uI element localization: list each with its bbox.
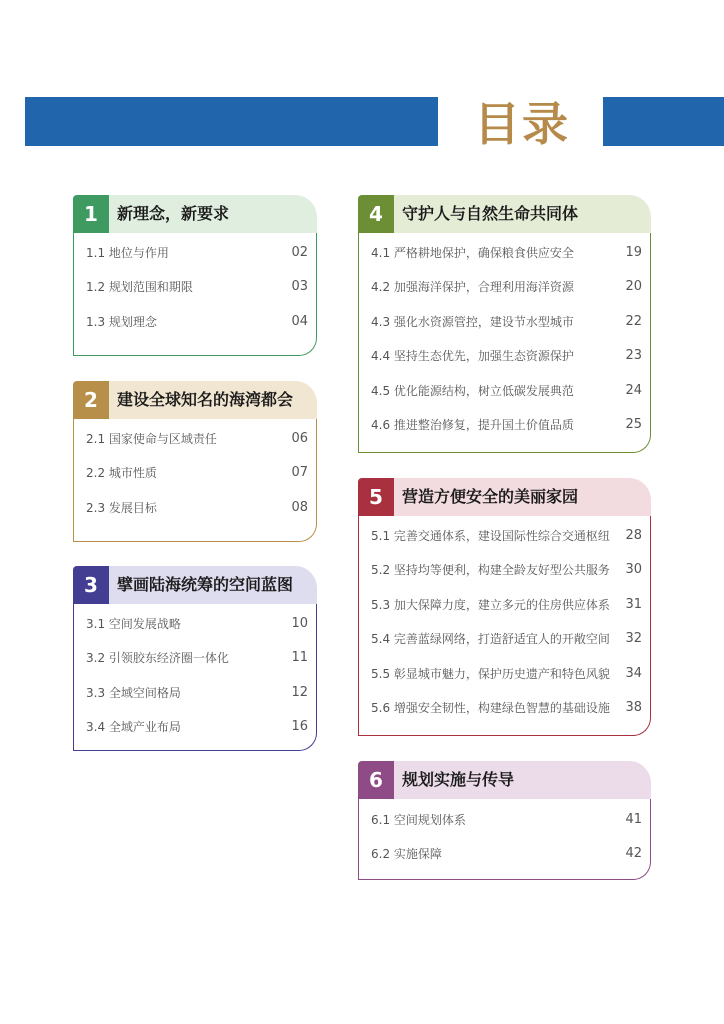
section-1 bbox=[73, 195, 317, 356]
toc-entry-label: 3.2 引领胶东经济圈一体化 bbox=[86, 651, 229, 666]
toc-entry-label: 3.4 全域产业布局 bbox=[86, 720, 181, 735]
section-body bbox=[73, 233, 317, 356]
toc-entry-page: 12 bbox=[291, 684, 308, 700]
toc-entry-label: 1.2 规划范围和期限 bbox=[86, 280, 193, 295]
section-3 bbox=[73, 566, 317, 751]
toc-entry-page: 06 bbox=[291, 430, 308, 446]
section-body bbox=[358, 799, 651, 880]
section-header[interactable] bbox=[358, 761, 651, 799]
toc-entry[interactable] bbox=[371, 802, 642, 837]
section-header[interactable] bbox=[358, 478, 651, 516]
section-title: 新理念，新要求 bbox=[117, 204, 230, 223]
section-number: 2 bbox=[73, 381, 109, 419]
section-number: 4 bbox=[358, 195, 394, 233]
header-band-right bbox=[603, 97, 724, 146]
toc-entry-label: 6.1 空间规划体系 bbox=[371, 812, 466, 827]
header-band-left bbox=[25, 97, 438, 146]
toc-entry-label: 5.3 加大保障力度，建立多元的住房供应体系 bbox=[371, 597, 610, 612]
toc-entry-label: 4.3 强化水资源管控，建设节水型城市 bbox=[371, 314, 574, 329]
toc-entry[interactable] bbox=[371, 622, 642, 657]
section-5 bbox=[358, 478, 651, 736]
toc-entry[interactable] bbox=[371, 373, 642, 408]
section-body bbox=[358, 233, 651, 453]
section-number: 1 bbox=[73, 195, 109, 233]
toc-entry[interactable] bbox=[86, 710, 308, 745]
toc-entry[interactable] bbox=[86, 675, 308, 710]
toc-entry-label: 4.2 加强海洋保护，合理利用海洋资源 bbox=[371, 280, 574, 295]
toc-entry[interactable] bbox=[371, 270, 642, 305]
toc-entry[interactable] bbox=[86, 490, 308, 525]
toc-entry-page: 42 bbox=[625, 846, 642, 862]
toc-entry-label: 2.1 国家使命与区域责任 bbox=[86, 431, 217, 446]
toc-entry-label: 6.2 实施保障 bbox=[371, 847, 442, 862]
section-header[interactable] bbox=[73, 566, 317, 604]
section-header[interactable] bbox=[73, 195, 317, 233]
toc-entry[interactable] bbox=[371, 304, 642, 339]
section-number: 5 bbox=[358, 478, 394, 516]
toc-entry-page: 07 bbox=[291, 465, 308, 481]
section-body bbox=[73, 604, 317, 751]
toc-entry-page: 16 bbox=[291, 719, 308, 735]
toc-entry[interactable] bbox=[86, 606, 308, 641]
toc-entry-page: 22 bbox=[625, 313, 642, 329]
toc-entry-page: 24 bbox=[625, 382, 642, 398]
page-title: 目录 bbox=[474, 97, 570, 151]
toc-entry-label: 5.1 完善交通体系，建设国际性综合交通枢纽 bbox=[371, 528, 610, 543]
section-body bbox=[358, 516, 651, 736]
toc-entry-page: 20 bbox=[625, 279, 642, 295]
toc-entry-page: 02 bbox=[291, 244, 308, 260]
toc-entry-page: 08 bbox=[291, 499, 308, 515]
toc-entry[interactable] bbox=[371, 339, 642, 374]
toc-entry-page: 04 bbox=[291, 313, 308, 329]
toc-entry[interactable] bbox=[371, 656, 642, 691]
section-number: 6 bbox=[358, 761, 394, 799]
section-2 bbox=[73, 381, 317, 542]
toc-entry[interactable] bbox=[86, 421, 308, 456]
toc-entry-label: 4.6 推进整治修复，提升国土价值品质 bbox=[371, 418, 574, 433]
toc-entry-label: 2.3 发展目标 bbox=[86, 500, 157, 515]
section-header[interactable] bbox=[358, 195, 651, 233]
toc-entry[interactable] bbox=[371, 518, 642, 553]
section-6 bbox=[358, 761, 651, 880]
toc-entry-page: 19 bbox=[625, 244, 642, 260]
toc-entry[interactable] bbox=[371, 553, 642, 588]
section-title: 守护人与自然生命共同体 bbox=[402, 204, 579, 223]
toc-entry[interactable] bbox=[371, 837, 642, 872]
toc-entry-label: 1.1 地位与作用 bbox=[86, 245, 169, 260]
toc-entry[interactable] bbox=[371, 587, 642, 622]
toc-entry-label: 1.3 规划理念 bbox=[86, 314, 157, 329]
toc-entry[interactable] bbox=[86, 456, 308, 491]
section-title: 建设全球知名的海湾都会 bbox=[117, 390, 294, 409]
toc-entry[interactable] bbox=[86, 235, 308, 270]
toc-entry-label: 3.3 全域空间格局 bbox=[86, 685, 181, 700]
toc-entry-label: 3.1 空间发展战略 bbox=[86, 616, 181, 631]
toc-entry-page: 30 bbox=[625, 562, 642, 578]
toc-entry[interactable] bbox=[86, 641, 308, 676]
toc-entry-label: 5.6 增强安全韧性，构建绿色智慧的基础设施 bbox=[371, 701, 610, 716]
toc-entry-label: 5.5 彰显城市魅力，保护历史遗产和特色风貌 bbox=[371, 666, 610, 681]
toc-entry-label: 4.1 严格耕地保护，确保粮食供应安全 bbox=[371, 245, 574, 260]
section-header[interactable] bbox=[73, 381, 317, 419]
section-title: 擘画陆海统筹的空间蓝图 bbox=[117, 575, 294, 594]
toc-entry-label: 4.4 坚持生态优先，加强生态资源保护 bbox=[371, 349, 574, 364]
toc-entry-page: 41 bbox=[625, 811, 642, 827]
toc-entry-page: 25 bbox=[625, 417, 642, 433]
section-number: 3 bbox=[73, 566, 109, 604]
toc-entry[interactable] bbox=[371, 408, 642, 443]
toc-entry-page: 10 bbox=[291, 615, 308, 631]
toc-entry-page: 34 bbox=[625, 665, 642, 681]
section-title: 规划实施与传导 bbox=[402, 770, 515, 789]
toc-entry-page: 32 bbox=[625, 631, 642, 647]
toc-entry[interactable] bbox=[86, 304, 308, 339]
toc-entry[interactable] bbox=[371, 691, 642, 726]
toc-entry-page: 28 bbox=[625, 527, 642, 543]
toc-entry-page: 23 bbox=[625, 348, 642, 364]
toc-entry-label: 5.4 完善蓝绿网络，打造舒适宜人的开敞空间 bbox=[371, 632, 610, 647]
toc-entry-page: 03 bbox=[291, 279, 308, 295]
toc-entry[interactable] bbox=[371, 235, 642, 270]
section-4 bbox=[358, 195, 651, 453]
toc-entry-label: 5.2 坚持均等便利，构建全龄友好型公共服务 bbox=[371, 563, 610, 578]
toc-entry[interactable] bbox=[86, 270, 308, 305]
section-body bbox=[73, 419, 317, 542]
section-title: 营造方便安全的美丽家园 bbox=[402, 487, 579, 506]
toc-entry-page: 11 bbox=[291, 650, 308, 666]
toc-entry-label: 2.2 城市性质 bbox=[86, 466, 157, 481]
toc-entry-page: 31 bbox=[625, 596, 642, 612]
toc-entry-page: 38 bbox=[625, 700, 642, 716]
toc-entry-label: 4.5 优化能源结构，树立低碳发展典范 bbox=[371, 383, 574, 398]
